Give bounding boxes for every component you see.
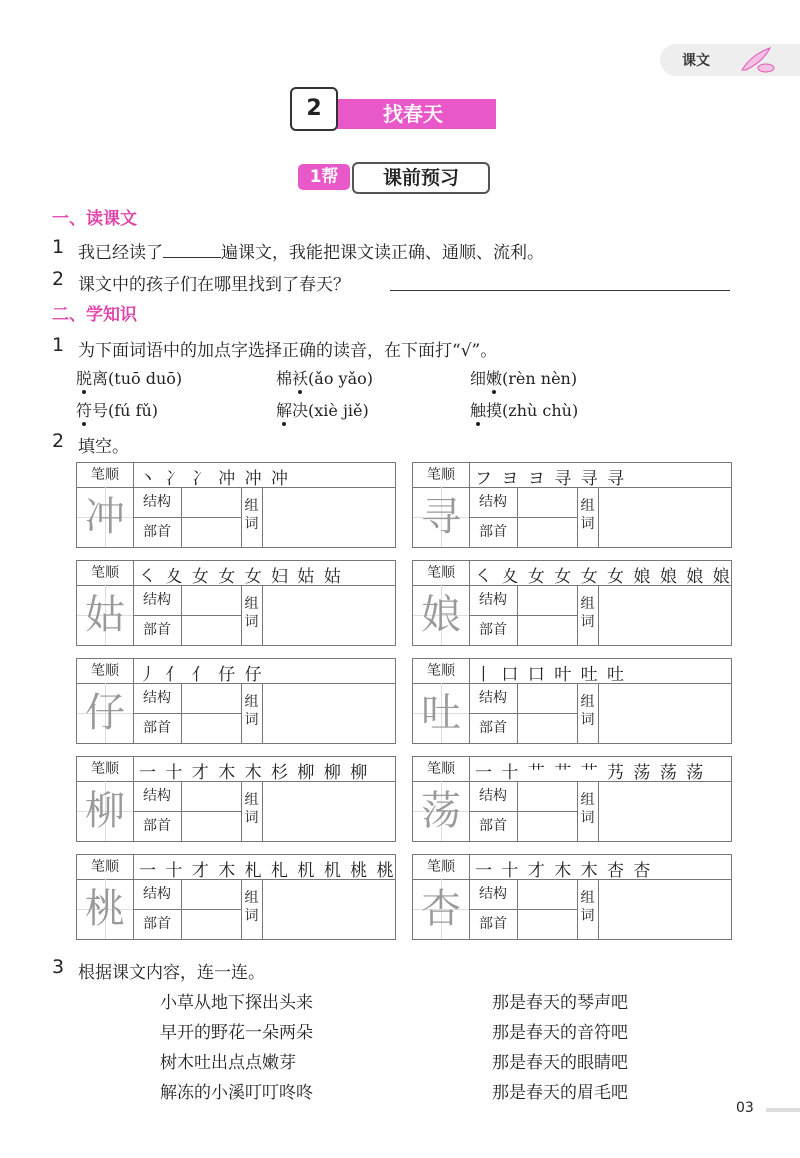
structure-input[interactable]: [517, 781, 578, 812]
structure-label: 结构: [133, 683, 182, 714]
radical-label: 部首: [469, 713, 518, 743]
char-box: [412, 658, 732, 744]
char-box: [76, 560, 396, 646]
practice-character: 荡: [413, 781, 470, 841]
words-label: 组 词: [241, 683, 263, 743]
page-number: 03: [736, 1100, 754, 1116]
match-right-item[interactable]: 那是春天的琴声吧: [492, 993, 628, 1013]
practice-character: 柳: [77, 781, 134, 841]
answer-blank[interactable]: [163, 243, 221, 258]
stroke-order: 丶 冫 冫 冲 冲 冲: [139, 469, 291, 489]
radical-label: 部首: [469, 615, 518, 645]
match-right-item[interactable]: 那是春天的眼睛吧: [492, 1053, 628, 1073]
char-box: [412, 462, 732, 548]
structure-input[interactable]: [181, 781, 242, 812]
words-input[interactable]: [599, 487, 731, 547]
stroke-order-label: 笔顺: [413, 463, 470, 487]
structure-input[interactable]: [181, 487, 242, 518]
words-input[interactable]: [263, 683, 395, 743]
match-left-item[interactable]: 树木吐出点点嫩芽: [160, 1053, 296, 1073]
radical-label: 部首: [133, 517, 182, 547]
radical-input[interactable]: [181, 811, 242, 841]
structure-input[interactable]: [517, 585, 578, 616]
words-input[interactable]: [263, 487, 395, 547]
question-text: 课文中的孩子们在哪里找到了春天？: [78, 275, 350, 295]
practice-character: 桃: [77, 879, 134, 939]
match-left-item[interactable]: 解冻的小溪叮叮咚咚: [160, 1083, 313, 1103]
stroke-order: ㇛ 夊 女 女 女 女 娘 娘 娘 娘: [475, 567, 732, 587]
radical-label: 部首: [469, 517, 518, 547]
char-box: [76, 658, 396, 744]
pinyin-choice[interactable]: 脱离(tuō duō): [76, 369, 183, 388]
structure-input[interactable]: [517, 487, 578, 518]
structure-label: 结构: [133, 879, 182, 910]
question-number: 2: [52, 268, 65, 290]
words-label: 组 词: [241, 585, 263, 645]
lesson-header: [290, 87, 496, 129]
words-input[interactable]: [263, 781, 395, 841]
stroke-order: 丨 口 口 叶 吐 吐: [475, 665, 627, 685]
pinyin-choice[interactable]: 触摸(zhù chù): [470, 401, 579, 420]
section-tab-label: 课文: [682, 53, 710, 69]
structure-input[interactable]: [181, 879, 242, 910]
stroke-order-label: 笔顺: [413, 757, 470, 781]
radical-input[interactable]: [181, 517, 242, 547]
stroke-order-label: 笔顺: [77, 463, 134, 487]
stroke-order: 一 十 才 木 札 札 机 机 桃 桃: [139, 861, 396, 881]
radical-label: 部首: [133, 615, 182, 645]
words-label: 组 词: [577, 683, 599, 743]
words-label: 组 词: [241, 879, 263, 939]
structure-label: 结构: [469, 683, 518, 714]
pinyin-choice[interactable]: 细嫩(rèn nèn): [470, 369, 578, 388]
practice-character: 寻: [413, 487, 470, 547]
question-text: 为下面词语中的加点字选择正确的读音，在下面打“√”。: [78, 341, 498, 361]
radical-label: 部首: [469, 909, 518, 939]
stroke-order: 丿 亻 亻 仔 仔: [139, 665, 264, 685]
question-number: 3: [52, 956, 65, 978]
radical-label: 部首: [133, 811, 182, 841]
char-box: [76, 756, 396, 842]
section-heading-learn: 二、学知识: [52, 305, 137, 325]
practice-character: 吐: [413, 683, 470, 743]
structure-input[interactable]: [181, 585, 242, 616]
words-label: 组 词: [241, 487, 263, 547]
structure-label: 结构: [133, 781, 182, 812]
radical-input[interactable]: [517, 615, 578, 645]
words-input[interactable]: [599, 781, 731, 841]
radical-input[interactable]: [517, 517, 578, 547]
stroke-order: 一 十 才 木 木 杏 杏: [475, 861, 653, 881]
pinyin-choice[interactable]: 棉袄(ǎo yǎo): [276, 369, 373, 388]
char-box: [76, 462, 396, 548]
structure-label: 结构: [133, 585, 182, 616]
words-label: 组 词: [577, 585, 599, 645]
stroke-order: 一 十 才 木 木 杉 柳 柳 柳: [139, 763, 370, 783]
radical-label: 部首: [469, 811, 518, 841]
stroke-order: ㇛ 夊 女 女 女 妇 姑 姑: [139, 567, 343, 587]
stroke-order-label: 笔顺: [413, 855, 470, 879]
page-divider: [766, 1108, 800, 1112]
words-input[interactable]: [599, 879, 731, 939]
words-input[interactable]: [263, 879, 395, 939]
char-box: [412, 560, 732, 646]
pinyin-choice[interactable]: 解决(xiè jiě): [276, 401, 369, 420]
stroke-order-label: 笔顺: [413, 561, 470, 585]
stroke-order: フ ヨ ヨ 寻 寻 寻: [475, 469, 627, 489]
match-left-item[interactable]: 早开的野花一朵两朵: [160, 1023, 313, 1043]
char-box: [412, 756, 732, 842]
radical-input[interactable]: [181, 909, 242, 939]
pinyin-choice[interactable]: 符号(fú fǔ): [76, 401, 159, 420]
question-number: 1: [52, 236, 65, 258]
char-box: [412, 854, 732, 940]
match-right-item[interactable]: 那是春天的眉毛吧: [492, 1083, 628, 1103]
structure-label: 结构: [469, 585, 518, 616]
structure-label: 结构: [469, 781, 518, 812]
structure-label: 结构: [469, 487, 518, 518]
quill-icon: [738, 46, 778, 74]
words-label: 组 词: [577, 781, 599, 841]
question-text-after: 遍课文，我能把课文读正确、通顺、流利。: [221, 243, 544, 263]
answer-line[interactable]: [390, 290, 730, 291]
radical-input[interactable]: [517, 811, 578, 841]
structure-input[interactable]: [517, 879, 578, 910]
question-number: 1: [52, 334, 65, 356]
radical-label: 部首: [133, 909, 182, 939]
words-label: 组 词: [577, 487, 599, 547]
radical-input[interactable]: [517, 909, 578, 939]
practice-character: 冲: [77, 487, 134, 547]
stroke-order-label: 笔顺: [77, 855, 134, 879]
question-number: 2: [52, 430, 65, 452]
match-left-item[interactable]: 小草从地下探出头来: [160, 993, 313, 1013]
practice-character: 杏: [413, 879, 470, 939]
stroke-order: 一 十 艹 艹 艹 艿 荡 荡 荡: [475, 763, 706, 783]
radical-input[interactable]: [181, 713, 242, 743]
stroke-order-label: 笔顺: [77, 659, 134, 683]
radical-input[interactable]: [181, 615, 242, 645]
lesson-title: 找春天: [330, 99, 496, 129]
practice-character: 仔: [77, 683, 134, 743]
lesson-number: 2: [290, 87, 338, 131]
char-box: [76, 854, 396, 940]
radical-label: 部首: [133, 713, 182, 743]
match-right-item[interactable]: 那是春天的音符吧: [492, 1023, 628, 1043]
question-text: [78, 238, 544, 263]
structure-input[interactable]: [181, 683, 242, 714]
question-text-before: 我已经读了: [78, 243, 163, 263]
words-input[interactable]: [599, 683, 731, 743]
stroke-order-label: 笔顺: [413, 659, 470, 683]
section-tab: [660, 44, 800, 76]
section-banner-title: 课前预习: [352, 162, 490, 194]
words-input[interactable]: [263, 585, 395, 645]
structure-label: 结构: [133, 487, 182, 518]
question-text: 填空。: [78, 437, 129, 457]
words-label: 组 词: [577, 879, 599, 939]
words-input[interactable]: [599, 585, 731, 645]
stroke-order-label: 笔顺: [77, 561, 134, 585]
stroke-order-label: 笔顺: [77, 757, 134, 781]
help-badge: 1帮: [298, 164, 350, 190]
words-label: 组 词: [241, 781, 263, 841]
practice-character: 姑: [77, 585, 134, 645]
practice-character: 娘: [413, 585, 470, 645]
structure-label: 结构: [469, 879, 518, 910]
section-heading-read: 一、读课文: [52, 209, 137, 229]
radical-input[interactable]: [517, 713, 578, 743]
structure-input[interactable]: [517, 683, 578, 714]
question-text: 根据课文内容，连一连。: [78, 963, 265, 983]
